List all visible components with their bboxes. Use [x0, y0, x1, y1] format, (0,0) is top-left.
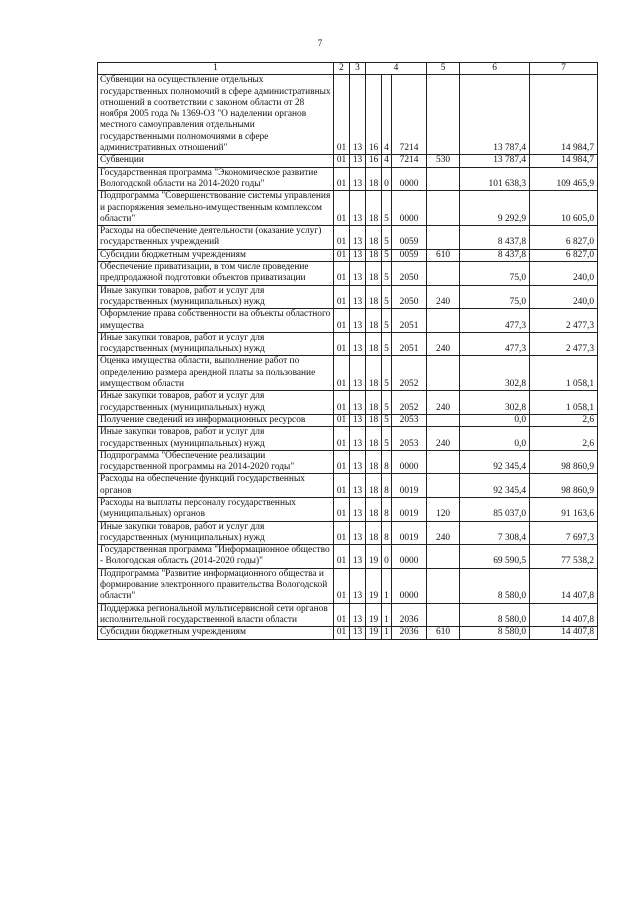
- code-expense-type: 120: [427, 497, 460, 521]
- code-subsection: 13: [350, 497, 366, 521]
- amount-year-2: 14 407,8: [530, 603, 598, 627]
- header-col-1: 1: [98, 63, 334, 75]
- code-subsection: 13: [350, 603, 366, 627]
- code-section: 01: [334, 545, 350, 569]
- code-subsection: 13: [350, 75, 366, 155]
- expense-name: Обеспечение приватизации, в том числе проведение предпродажной подготовки объектов приватизации: [98, 262, 334, 286]
- code-expense-type: 240: [427, 332, 460, 356]
- code-section: 01: [334, 226, 350, 250]
- code-expense-type: 610: [427, 249, 460, 261]
- code-direction: 7214: [392, 75, 427, 155]
- code-subprogram: 1: [382, 603, 392, 627]
- code-direction: 0059: [392, 249, 427, 261]
- code-program: 19: [366, 545, 382, 569]
- table-row: [98, 75, 598, 155]
- code-subsection: 13: [350, 332, 366, 356]
- expense-name: Расходы на выплаты персоналу государственных (муниципальных) органов: [98, 497, 334, 521]
- code-expense-type: [427, 568, 460, 603]
- code-program: 18: [366, 474, 382, 498]
- amount-year-2: 2,6: [530, 414, 598, 426]
- table-row: [98, 155, 598, 167]
- amount-year-2: 6 827,0: [530, 249, 598, 261]
- header-col-2: 2: [334, 63, 350, 75]
- amount-year-1: 0,0: [460, 414, 530, 426]
- code-program: 16: [366, 75, 382, 155]
- code-expense-type: [427, 474, 460, 498]
- table-row: [98, 603, 598, 627]
- code-program: 18: [366, 521, 382, 545]
- amount-year-2: 14 407,8: [530, 627, 598, 639]
- amount-year-1: 477,3: [460, 332, 530, 356]
- code-program: 18: [366, 427, 382, 451]
- code-section: 01: [334, 603, 350, 627]
- code-section: 01: [334, 627, 350, 639]
- amount-year-1: 13 787,4: [460, 155, 530, 167]
- expense-name: Поддержка региональной мультисервисной сети органов исполнительной государственной власти области: [98, 603, 334, 627]
- code-program: 18: [366, 262, 382, 286]
- code-section: 01: [334, 521, 350, 545]
- code-subsection: 13: [350, 427, 366, 451]
- code-subprogram: 5: [382, 226, 392, 250]
- code-program: 19: [366, 603, 382, 627]
- amount-year-2: 2,6: [530, 427, 598, 451]
- code-expense-type: [427, 167, 460, 191]
- code-subprogram: 5: [382, 427, 392, 451]
- table-row: [98, 191, 598, 226]
- code-program: 16: [366, 155, 382, 167]
- amount-year-2: 98 860,9: [530, 450, 598, 474]
- code-subprogram: 1: [382, 568, 392, 603]
- amount-year-2: 240,0: [530, 285, 598, 309]
- expense-name: Государственная программа "Экономическое развитие Вологодской области на 2014-2020 годы": [98, 167, 334, 191]
- header-col-5: 5: [427, 63, 460, 75]
- code-subsection: 13: [350, 474, 366, 498]
- table-header: [98, 63, 598, 75]
- code-section: 01: [334, 356, 350, 391]
- amount-year-2: 109 465,9: [530, 167, 598, 191]
- amount-year-2: 14 984,7: [530, 155, 598, 167]
- amount-year-2: 91 163,6: [530, 497, 598, 521]
- code-direction: 7214: [392, 155, 427, 167]
- amount-year-2: 6 827,0: [530, 226, 598, 250]
- table-row: [98, 249, 598, 261]
- code-subprogram: 8: [382, 450, 392, 474]
- amount-year-1: 85 037,0: [460, 497, 530, 521]
- table-row: [98, 309, 598, 333]
- code-section: 01: [334, 474, 350, 498]
- code-direction: 2052: [392, 356, 427, 391]
- code-section: 01: [334, 414, 350, 426]
- header-col-7: 7: [530, 63, 598, 75]
- code-direction: 2050: [392, 262, 427, 286]
- table-row: [98, 545, 598, 569]
- code-section: 01: [334, 568, 350, 603]
- code-subsection: 13: [350, 568, 366, 603]
- code-direction: 0000: [392, 450, 427, 474]
- code-direction: 0019: [392, 521, 427, 545]
- code-expense-type: [427, 226, 460, 250]
- expense-name: Иные закупки товаров, работ и услуг для государственных (муниципальных) нужд: [98, 332, 334, 356]
- amount-year-1: 8 580,0: [460, 627, 530, 639]
- code-subsection: 13: [350, 521, 366, 545]
- code-section: 01: [334, 332, 350, 356]
- table-row: [98, 627, 598, 639]
- code-direction: 2036: [392, 627, 427, 639]
- code-program: 18: [366, 497, 382, 521]
- code-direction: 0000: [392, 167, 427, 191]
- code-section: 01: [334, 427, 350, 451]
- amount-year-1: 101 638,3: [460, 167, 530, 191]
- code-expense-type: [427, 309, 460, 333]
- amount-year-1: 7 308,4: [460, 521, 530, 545]
- code-direction: 2051: [392, 332, 427, 356]
- table-row: [98, 332, 598, 356]
- table-row: [98, 450, 598, 474]
- code-expense-type: 610: [427, 627, 460, 639]
- amount-year-1: 75,0: [460, 285, 530, 309]
- code-expense-type: [427, 545, 460, 569]
- code-program: 18: [366, 450, 382, 474]
- code-direction: 2053: [392, 427, 427, 451]
- code-direction: 2051: [392, 309, 427, 333]
- code-section: 01: [334, 262, 350, 286]
- table-row: [98, 568, 598, 603]
- amount-year-1: 8 437,8: [460, 249, 530, 261]
- code-subprogram: 0: [382, 167, 392, 191]
- code-expense-type: 240: [427, 521, 460, 545]
- code-section: 01: [334, 285, 350, 309]
- table-row: [98, 474, 598, 498]
- amount-year-1: 92 345,4: [460, 474, 530, 498]
- code-subsection: 13: [350, 155, 366, 167]
- table-row: [98, 285, 598, 309]
- amount-year-2: 2 477,3: [530, 332, 598, 356]
- page-number: 7: [317, 38, 323, 48]
- table-row: [98, 497, 598, 521]
- code-expense-type: [427, 356, 460, 391]
- table-row: [98, 356, 598, 391]
- code-direction: 0019: [392, 497, 427, 521]
- amount-year-2: 7 697,3: [530, 521, 598, 545]
- amount-year-2: 98 860,9: [530, 474, 598, 498]
- table-row: [98, 262, 598, 286]
- table-row: [98, 427, 598, 451]
- code-section: 01: [334, 450, 350, 474]
- code-section: 01: [334, 191, 350, 226]
- code-section: 01: [334, 391, 350, 415]
- code-subprogram: 5: [382, 414, 392, 426]
- amount-year-1: 9 292,9: [460, 191, 530, 226]
- code-subsection: 13: [350, 262, 366, 286]
- code-expense-type: 240: [427, 391, 460, 415]
- amount-year-1: 92 345,4: [460, 450, 530, 474]
- code-program: 19: [366, 627, 382, 639]
- expense-name: Субсидии бюджетным учреждениям: [98, 627, 334, 639]
- code-direction: 0000: [392, 568, 427, 603]
- code-subprogram: 5: [382, 332, 392, 356]
- code-program: 18: [366, 191, 382, 226]
- expense-name: Оценка имущества области, выполнение работ по определению размера арендной платы за пользование имуществом области: [98, 356, 334, 391]
- budget-table: [97, 62, 598, 640]
- code-subprogram: 8: [382, 474, 392, 498]
- table-row: [98, 521, 598, 545]
- code-section: 01: [334, 155, 350, 167]
- code-expense-type: [427, 191, 460, 226]
- amount-year-1: 8 580,0: [460, 568, 530, 603]
- code-expense-type: 240: [427, 427, 460, 451]
- code-subprogram: 8: [382, 521, 392, 545]
- code-subprogram: 5: [382, 391, 392, 415]
- amount-year-1: 8 437,8: [460, 226, 530, 250]
- amount-year-2: 14 407,8: [530, 568, 598, 603]
- amount-year-2: 1 058,1: [530, 391, 598, 415]
- code-direction: 0059: [392, 226, 427, 250]
- expense-name: Подпрограмма "Обеспечение реализации государственной программы на 2014-2020 годы": [98, 450, 334, 474]
- code-subsection: 13: [350, 450, 366, 474]
- expense-name: Иные закупки товаров, работ и услуг для государственных (муниципальных) нужд: [98, 391, 334, 415]
- amount-year-2: 2 477,3: [530, 309, 598, 333]
- code-expense-type: [427, 603, 460, 627]
- amount-year-1: 69 590,5: [460, 545, 530, 569]
- code-direction: 2052: [392, 391, 427, 415]
- code-subprogram: 5: [382, 249, 392, 261]
- amount-year-1: 302,8: [460, 391, 530, 415]
- amount-year-1: 0,0: [460, 427, 530, 451]
- code-program: 18: [366, 414, 382, 426]
- code-subprogram: 5: [382, 262, 392, 286]
- amount-year-1: 477,3: [460, 309, 530, 333]
- code-subprogram: 4: [382, 155, 392, 167]
- code-expense-type: [427, 75, 460, 155]
- code-program: 18: [366, 309, 382, 333]
- code-subprogram: 1: [382, 627, 392, 639]
- table-row: [98, 391, 598, 415]
- code-subsection: 13: [350, 226, 366, 250]
- code-program: 18: [366, 391, 382, 415]
- code-direction: 2036: [392, 603, 427, 627]
- code-program: 18: [366, 226, 382, 250]
- amount-year-2: 77 538,2: [530, 545, 598, 569]
- code-expense-type: [427, 262, 460, 286]
- expense-name: Расходы на обеспечение деятельности (оказание услуг) государственных учреждений: [98, 226, 334, 250]
- code-subsection: 13: [350, 545, 366, 569]
- amount-year-1: 75,0: [460, 262, 530, 286]
- header-col-3: 3: [350, 63, 366, 75]
- code-subsection: 13: [350, 249, 366, 261]
- code-subprogram: 4: [382, 75, 392, 155]
- code-subsection: 13: [350, 285, 366, 309]
- code-subprogram: 5: [382, 356, 392, 391]
- code-subsection: 13: [350, 191, 366, 226]
- expense-name: Оформление права собственности на объекты областного имущества: [98, 309, 334, 333]
- header-col-6: 6: [460, 63, 530, 75]
- expense-name: Подпрограмма "Развитие информационного общества и формирование электронного правительства Вологодской области": [98, 568, 334, 603]
- code-subsection: 13: [350, 167, 366, 191]
- amount-year-1: 13 787,4: [460, 75, 530, 155]
- code-section: 01: [334, 75, 350, 155]
- expense-name: Иные закупки товаров, работ и услуг для государственных (муниципальных) нужд: [98, 427, 334, 451]
- code-subsection: 13: [350, 627, 366, 639]
- expense-name: Субсидии бюджетным учреждениям: [98, 249, 334, 261]
- amount-year-2: 10 605,0: [530, 191, 598, 226]
- code-subprogram: 5: [382, 285, 392, 309]
- amount-year-2: 1 058,1: [530, 356, 598, 391]
- table-row: [98, 226, 598, 250]
- code-expense-type: 530: [427, 155, 460, 167]
- code-program: 18: [366, 356, 382, 391]
- table-row: [98, 414, 598, 426]
- code-subsection: 13: [350, 391, 366, 415]
- code-program: 18: [366, 249, 382, 261]
- amount-year-1: 8 580,0: [460, 603, 530, 627]
- code-subsection: 13: [350, 356, 366, 391]
- code-expense-type: [427, 414, 460, 426]
- code-subsection: 13: [350, 309, 366, 333]
- code-direction: 0000: [392, 545, 427, 569]
- code-expense-type: [427, 450, 460, 474]
- code-subprogram: 5: [382, 191, 392, 226]
- code-expense-type: 240: [427, 285, 460, 309]
- expense-name: Иные закупки товаров, работ и услуг для государственных (муниципальных) нужд: [98, 521, 334, 545]
- header-col-4: 4: [366, 63, 427, 75]
- code-section: 01: [334, 497, 350, 521]
- expense-name: Получение сведений из информационных ресурсов: [98, 414, 334, 426]
- amount-year-1: 302,8: [460, 356, 530, 391]
- code-program: 18: [366, 332, 382, 356]
- expense-name: Иные закупки товаров, работ и услуг для государственных (муниципальных) нужд: [98, 285, 334, 309]
- code-program: 18: [366, 167, 382, 191]
- code-section: 01: [334, 167, 350, 191]
- code-subsection: 13: [350, 414, 366, 426]
- amount-year-2: 240,0: [530, 262, 598, 286]
- expense-name: Подпрограмма "Совершенствование системы управления и распоряжения земельно-имущественным комплексом области": [98, 191, 334, 226]
- code-program: 18: [366, 285, 382, 309]
- expense-name: Расходы на обеспечение функций государственных органов: [98, 474, 334, 498]
- code-direction: 2050: [392, 285, 427, 309]
- code-section: 01: [334, 309, 350, 333]
- code-section: 01: [334, 249, 350, 261]
- amount-year-2: 14 984,7: [530, 75, 598, 155]
- code-program: 19: [366, 568, 382, 603]
- expense-name: Субвенции: [98, 155, 334, 167]
- code-direction: 0000: [392, 191, 427, 226]
- table-row: [98, 167, 598, 191]
- expense-name: Субвенции на осуществление отдельных государственных полномочий в сфере административных отношений в соответствии с законом области от 28 ноября 2005 года № 1369-ОЗ "О наделении органов местного самоуправления отдельными государственными полномочиями в сфере административных отношений": [98, 75, 334, 155]
- code-direction: 0019: [392, 474, 427, 498]
- expense-name: Государственная программа "Информационное общество - Вологодская область (2014-2020 годы)": [98, 545, 334, 569]
- code-subprogram: 5: [382, 309, 392, 333]
- code-subprogram: 8: [382, 497, 392, 521]
- code-subprogram: 0: [382, 545, 392, 569]
- code-direction: 2053: [392, 414, 427, 426]
